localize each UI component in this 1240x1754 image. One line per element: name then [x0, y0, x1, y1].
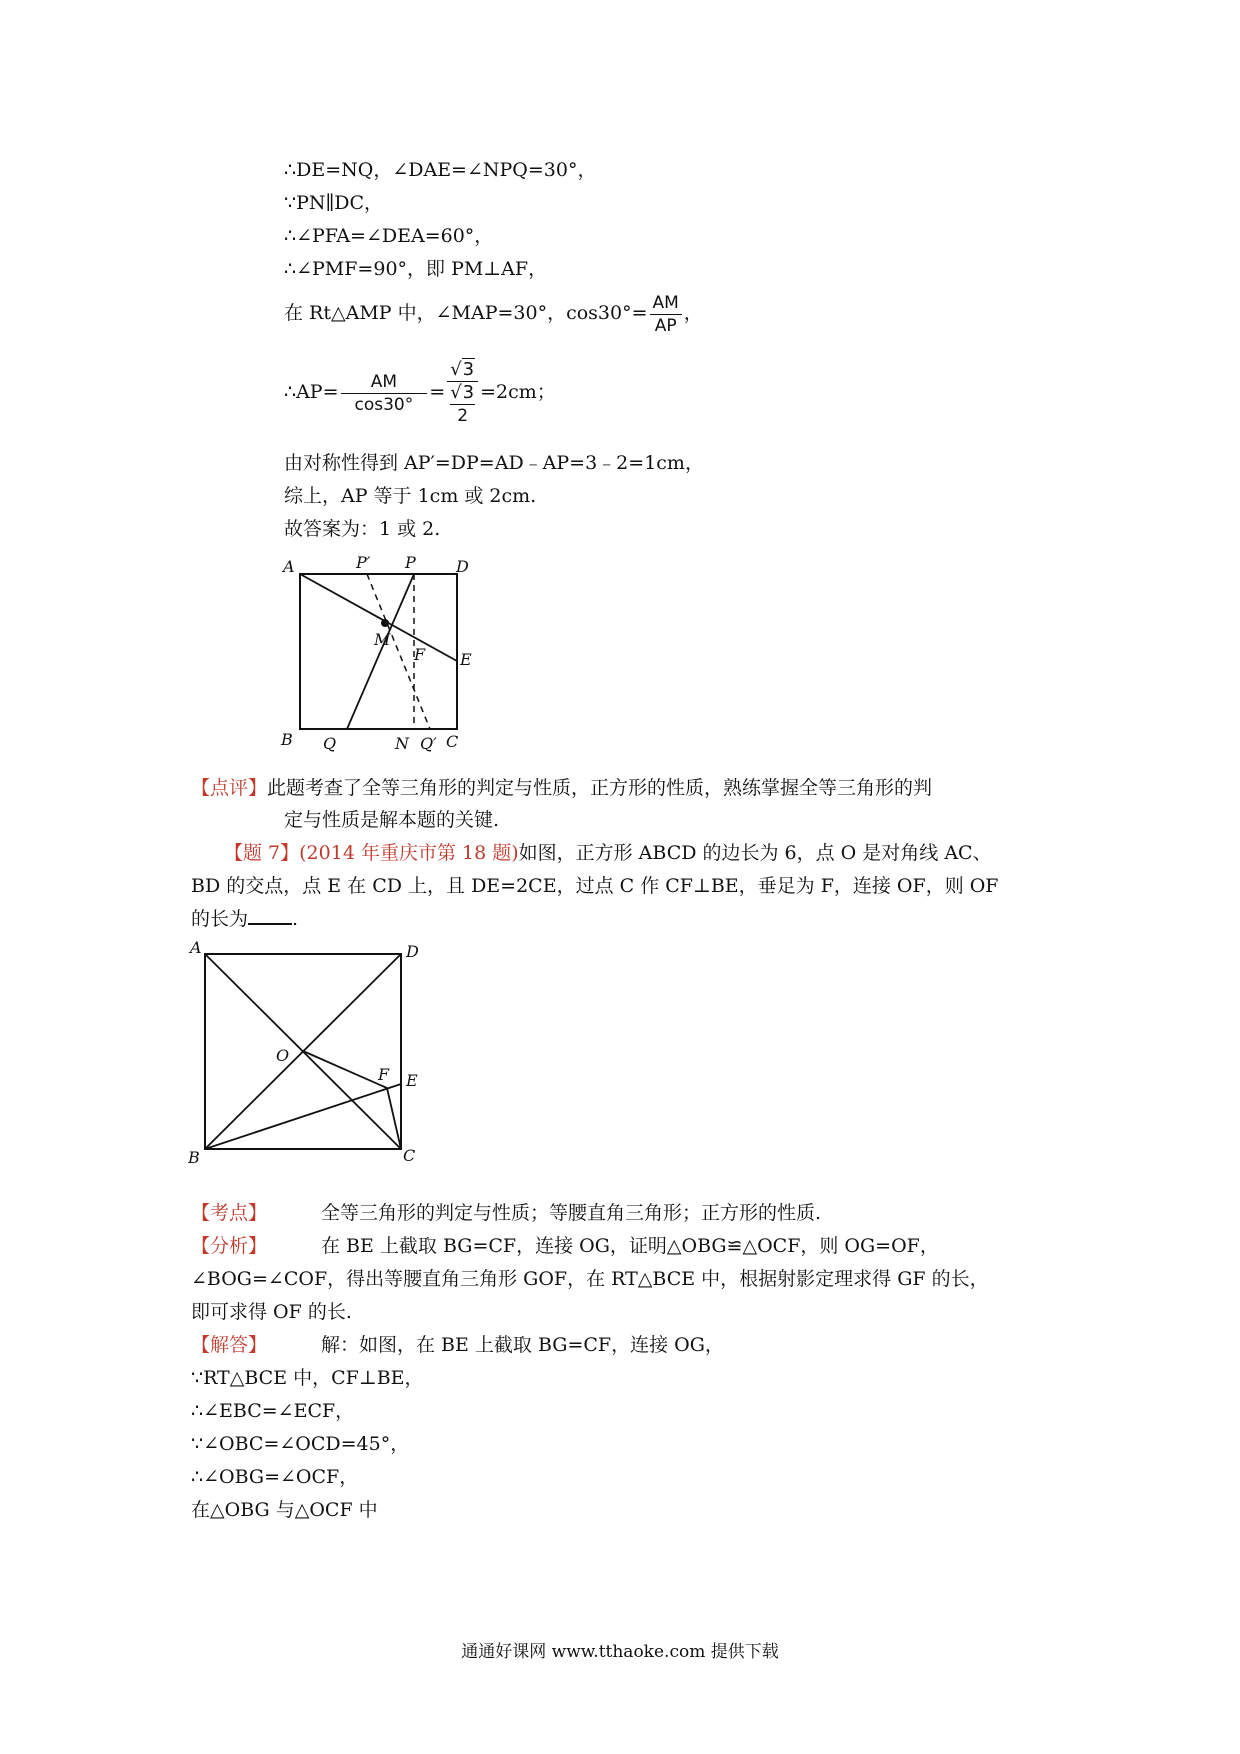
comment-tag: 【点评】	[191, 777, 268, 799]
solution-text: 在 Rt△AMP 中，∠MAP=30°，cos30°=	[284, 302, 648, 324]
solution-line: ∴∠PFA=∠DEA=60°，	[284, 225, 494, 247]
jieda-line	[191, 1333, 267, 1357]
equals-sign: =	[429, 381, 446, 403]
kaodian-text: 全等三角形的判定与性质；等腰直角三角形；正方形的性质.	[321, 1202, 822, 1224]
solution-line-ap	[284, 352, 556, 432]
figure-square-apd	[278, 548, 498, 758]
segment-cf	[387, 1088, 401, 1149]
sqrt: √3	[450, 359, 475, 380]
problem7-line	[224, 841, 992, 865]
problem7-line: BD 的交点，点 E 在 CD 上，且 DE=2CE，过点 C 作 CF⊥BE，垂足为 F，连接 OF，则 OF	[191, 875, 999, 897]
jieda-tag: 【解答】	[191, 1334, 268, 1356]
solution-step: 在△OBG 与△OCF 中	[191, 1499, 378, 1521]
fenxi-line	[191, 1234, 267, 1258]
solution-step: ∵∠OBC=∠OCD=45°，	[191, 1433, 410, 1455]
fraction	[447, 359, 478, 427]
label-e: E	[460, 650, 472, 669]
solution-step: ∴∠EBC=∠ECF，	[191, 1400, 355, 1422]
label-d: D	[456, 557, 469, 576]
label-m: M	[374, 630, 391, 649]
solution-line: 故答案为：1 或 2.	[284, 518, 441, 540]
fenxi-text: ∠BOG=∠COF，得出等腰直角三角形 GOF，在 RT△BCE 中，根据射影定理求得 GF 的长，	[191, 1268, 989, 1290]
fraction	[341, 371, 428, 416]
label-p: P	[405, 553, 416, 572]
segment-of	[303, 1051, 387, 1088]
comment-text: 此题考查了全等三角形的判定与性质，正方形的性质，熟练掌握全等三角形的判	[267, 777, 933, 799]
label-b: B	[188, 1148, 200, 1167]
solution-line: ∵PN∥DC，	[284, 192, 384, 214]
solution-line-cos	[284, 288, 703, 338]
label-q-prime: Q′	[420, 734, 437, 753]
fraction-numerator	[447, 359, 478, 382]
fenxi-text: 在 BE 上截取 BG=CF，连接 OG，证明△OBG≌△OCF，则 OG=OF，	[321, 1235, 939, 1257]
fraction-numerator: AM	[341, 371, 428, 394]
comment-line	[191, 776, 932, 800]
fraction-denominator	[447, 382, 478, 427]
solution-line: ∴DE=NQ，∠DAE=∠NPQ=30°，	[284, 159, 597, 181]
problem7-source: (2014 年重庆市第 18 题)	[299, 842, 519, 864]
fraction-denominator: cos30°	[354, 394, 414, 415]
solution-text: ，	[683, 302, 703, 324]
fenxi-text: 即可求得 OF 的长.	[191, 1301, 352, 1323]
page-footer: 通通好课网 www.tthaoke.com 提供下载	[461, 1642, 779, 1662]
solution-line: 综上，AP 等于 1cm 或 2cm.	[284, 485, 537, 507]
segment-be	[205, 1084, 401, 1149]
label-o: O	[276, 1046, 290, 1065]
radicand: 3	[462, 359, 475, 380]
figure-square-abcd	[188, 936, 428, 1168]
sqrt: √3	[450, 382, 475, 403]
problem7-line	[191, 907, 298, 931]
square-outline	[300, 574, 457, 729]
radicand: 3	[462, 382, 475, 403]
problem7-text: 的长为	[191, 908, 249, 930]
label-q: Q	[323, 734, 337, 753]
solution-line: ∴∠PMF=90°，即 PM⊥AF，	[284, 258, 548, 280]
label-b: B	[281, 730, 293, 749]
comment-line: 定与性质是解本题的关键.	[284, 809, 500, 831]
problem7-text: 如图，正方形 ABCD 的边长为 6，点 O 是对角线 AC、	[518, 842, 992, 864]
kaodian-tag: 【考点】	[191, 1202, 268, 1224]
answer-blank	[248, 907, 292, 925]
label-a: A	[283, 557, 295, 576]
sub-denominator: 2	[457, 406, 469, 426]
label-d: D	[406, 942, 419, 961]
problem7-tag: 【题 7】	[224, 842, 300, 864]
jieda-text: 解：如图，在 BE 上截取 BG=CF，连接 OG，	[321, 1334, 724, 1356]
solution-text: =2cm；	[480, 381, 556, 403]
solution-step: ∵RT△BCE 中，CF⊥BE，	[191, 1367, 424, 1389]
label-a: A	[190, 938, 202, 957]
label-f: F	[378, 1065, 390, 1084]
kaodian-line	[191, 1201, 267, 1225]
segment-pq	[347, 574, 414, 729]
label-c: C	[403, 1146, 416, 1165]
fraction	[650, 292, 682, 337]
label-n: N	[395, 734, 409, 753]
fenxi-tag: 【分析】	[191, 1235, 268, 1257]
solution-line: 由对称性得到 AP′=DP=AD﹣AP=3﹣2=1cm，	[284, 452, 704, 474]
label-p-prime: P′	[356, 553, 371, 572]
solution-step: ∴∠OBG=∠OCF，	[191, 1466, 359, 1488]
fraction-numerator: AM	[650, 292, 682, 315]
solution-text: ∴AP=	[284, 381, 339, 403]
fraction-denominator: AP	[654, 315, 677, 336]
problem7-text: .	[292, 908, 299, 930]
point-m	[381, 619, 389, 627]
label-e: E	[406, 1071, 418, 1090]
label-c: C	[446, 732, 459, 751]
label-f: F	[414, 645, 426, 664]
